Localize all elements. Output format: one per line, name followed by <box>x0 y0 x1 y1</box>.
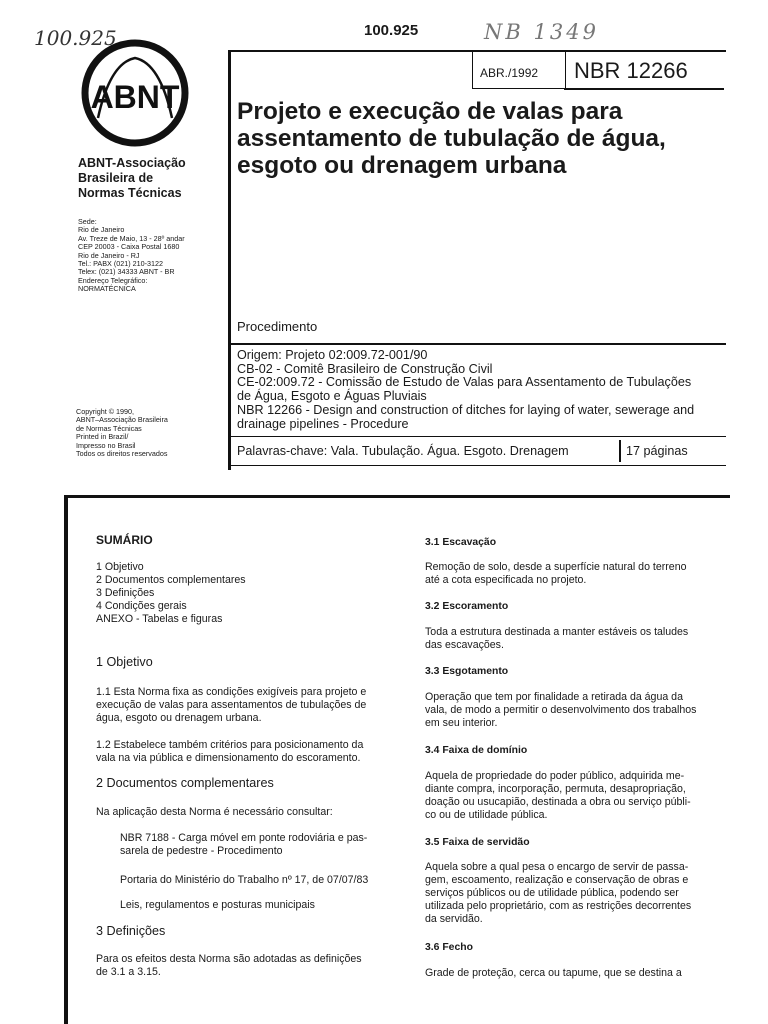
definition-heading: 3.6 Fecho <box>425 942 473 953</box>
text-line: Aquela de propriedade do poder público, adquirida me- <box>425 770 685 782</box>
definition-text <box>425 770 691 822</box>
title-line: Projeto e execução de valas para <box>237 98 623 125</box>
definition-text <box>425 561 686 587</box>
address-line: Av. Treze de Maio, 13 - 28º andar <box>78 233 185 243</box>
definition-text <box>425 691 696 730</box>
text-line: execução de valas para assentamentos de tubulações de <box>96 699 367 711</box>
page-count: 17 páginas <box>626 444 688 458</box>
definition-heading: 3.1 Escavação <box>425 537 497 548</box>
summary-item: ANEXO - Tabelas e figuras <box>96 613 223 625</box>
reference-item: Portaria do Ministério do Trabalho nº 17, de 07/07/83 <box>120 874 369 886</box>
definition-heading: 3.4 Faixa de domínio <box>425 745 528 756</box>
text-line: doação ou usucapião, destinada a obra ou serviço públi- <box>425 796 691 808</box>
text-line: sarela de pedestre - Procedimento <box>120 845 283 857</box>
text-line: de 3.1 a 3.15. <box>96 966 161 978</box>
origin-line: Origem: Projeto 02:009.72-001/90 <box>237 348 428 362</box>
origin-line: drainage pipelines - Procedure <box>237 416 409 431</box>
logo-text: ABNT <box>90 79 180 115</box>
copyright-line: Printed in Brazil/ <box>76 432 129 442</box>
definition-3-4 <box>425 744 527 757</box>
text-line: Operação que tem por finalidade a retirada da água da <box>425 691 683 703</box>
section-heading: 3 Definições <box>96 924 166 938</box>
summary-item: 3 Definições <box>96 587 155 599</box>
address-line: Telex: (021) 34333 ABNT - BR <box>78 267 175 277</box>
copyright-line: de Normas Técnicas <box>76 423 142 433</box>
definition-3-2 <box>425 600 508 613</box>
text-line: serviços públicos ou de utilidade pública, podendo ser <box>425 887 679 899</box>
abnt-logo <box>80 38 190 148</box>
text-line: NBR 7188 - Carga móvel em ponte rodoviária e pas- <box>120 832 368 844</box>
address-line: CEP 20003 - Caixa Postal 1680 <box>78 242 180 252</box>
text-line: das escavações. <box>425 639 504 651</box>
text-line: Remoção de solo, desde a superfície natural do terreno <box>425 561 687 573</box>
text-line: da servidão. <box>425 913 483 925</box>
title-line: assentamento de tubulação de água, <box>237 125 666 152</box>
definition-text <box>425 967 682 980</box>
origin-line: NBR 12266 - Design and construction of ditches for laying of water, sewerage and <box>237 402 695 417</box>
text-line: Para os efeitos desta Norma são adotadas as definições <box>96 953 362 965</box>
section-heading: 1 Objetivo <box>96 655 153 669</box>
origin-rule <box>231 343 726 345</box>
address-line: Rio de Janeiro - RJ <box>78 250 140 260</box>
text-line: Grade de proteção, cerca ou tapume, que se destina a <box>425 967 682 979</box>
section-2-intro: Na aplicação desta Norma é necessário consultar: <box>96 806 333 818</box>
section-3-text <box>96 953 362 979</box>
issue-date: ABR./1992 <box>480 66 539 80</box>
definition-3-1 <box>425 536 496 549</box>
section-3-heading-wrap <box>96 925 165 938</box>
copyright-line: Impresso no Brasil <box>76 440 136 450</box>
address-line: Sede: <box>78 217 97 226</box>
paragraph-1-1 <box>96 686 366 725</box>
summary-heading: SUMÁRIO <box>96 533 153 547</box>
text-line: Toda a estrutura destinada a manter estáveis os taludes <box>425 626 689 638</box>
summary-item: 2 Documentos complementares <box>96 574 246 586</box>
copyright-line: Copyright © 1990, <box>76 407 135 416</box>
definition-heading: 3.3 Esgotamento <box>425 666 509 677</box>
text-line: 1.2 Estabelece também critérios para posicionamento da <box>96 739 364 751</box>
summary-item: 1 Objetivo <box>96 561 144 573</box>
keywords-separator <box>619 440 621 462</box>
document-type: Procedimento <box>237 319 318 334</box>
text-line: 1.1 Esta Norma fixa as condições exigíveis para projeto e <box>96 686 367 698</box>
text-line: Aquela sobre a qual pesa o encargo de servir de passa- <box>425 861 689 873</box>
org-name-line: Brasileira de <box>78 171 154 185</box>
summary-item: 4 Condições gerais <box>96 600 187 612</box>
definition-3-3 <box>425 665 508 678</box>
definition-3-5 <box>425 836 530 849</box>
copyright-line: ABNT–Associação Brasileira <box>76 415 168 425</box>
reference-item <box>120 832 367 858</box>
nbr-code: NBR 12266 <box>574 58 688 83</box>
definition-3-6 <box>425 941 473 954</box>
definition-heading: 3.2 Escoramento <box>425 601 509 612</box>
org-name-line: Normas Técnicas <box>78 186 182 200</box>
origin-block <box>237 349 727 431</box>
section-1-heading-wrap <box>96 656 153 669</box>
reference-item: Leis, regulamentos e posturas municipais <box>120 899 315 911</box>
standard-number: 100.925 <box>364 22 419 39</box>
text-line: água, esgoto ou drenagem urbana. <box>96 712 262 724</box>
paragraph-1-2 <box>96 739 363 765</box>
origin-line: de Água, Esgoto e Águas Pluviais <box>237 389 427 404</box>
summary-list <box>96 561 246 626</box>
text-line: até a cota especificada no projeto. <box>425 574 587 586</box>
copyright-line: Todos os direitos reservados <box>76 449 168 459</box>
org-name-line: ABNT-Associação <box>78 156 186 170</box>
title-line: esgoto ou drenagem urbana <box>237 152 567 179</box>
text-line: utilizada pelo proprietário, com as restrições decorrentes <box>425 900 692 912</box>
header-vertical-rule <box>228 50 231 470</box>
origin-line: CB-02 - Comitê Brasileiro de Construção Civil <box>237 361 493 376</box>
text-line: diante compra, incorporação, permuta, desapropriação, <box>425 783 686 795</box>
section-2-heading-wrap <box>96 777 274 790</box>
address-line: NORMATÉCNICA <box>78 284 136 294</box>
abnt-logo-icon <box>80 38 190 148</box>
body-left-rule <box>64 495 68 1024</box>
nbr-underline <box>564 88 724 90</box>
origin-line: CE-02:009.72 - Comissão de Estudo de Valas para Assentamento de Tubulações <box>237 375 692 390</box>
text-line: em seu interior. <box>425 717 498 729</box>
text-line: vala, de modo a permitir o desenvolvimento dos trabalhos <box>425 704 697 716</box>
keywords: Palavras-chave: Vala. Tubulação. Água. Esgoto. Drenagem <box>237 444 569 458</box>
definition-text <box>425 861 691 926</box>
copyright-notice <box>76 408 168 458</box>
definition-text <box>425 626 688 652</box>
document-title <box>237 98 717 179</box>
body-top-rule <box>64 495 730 498</box>
text-line: co ou de utilidade pública. <box>425 809 548 821</box>
handwritten-note-left: 100.925 <box>34 26 117 50</box>
address-line: Tel.: PABX (021) 210-3122 <box>78 259 163 269</box>
address-line: Rio de Janeiro <box>78 225 125 235</box>
text-line: gem, escoamento, realização e conservação de obras e <box>425 874 689 886</box>
summary-title <box>96 534 153 547</box>
handwritten-note-right: NB 1349 <box>484 20 599 44</box>
section-heading: 2 Documentos complementares <box>96 776 274 790</box>
org-address <box>78 218 228 294</box>
text-line: vala na via pública e dimensionamento do escoramento. <box>96 752 361 764</box>
definition-heading: 3.5 Faixa de servidão <box>425 837 530 848</box>
org-name <box>78 156 218 201</box>
address-line: Endereço Telegráfico: <box>78 275 148 285</box>
